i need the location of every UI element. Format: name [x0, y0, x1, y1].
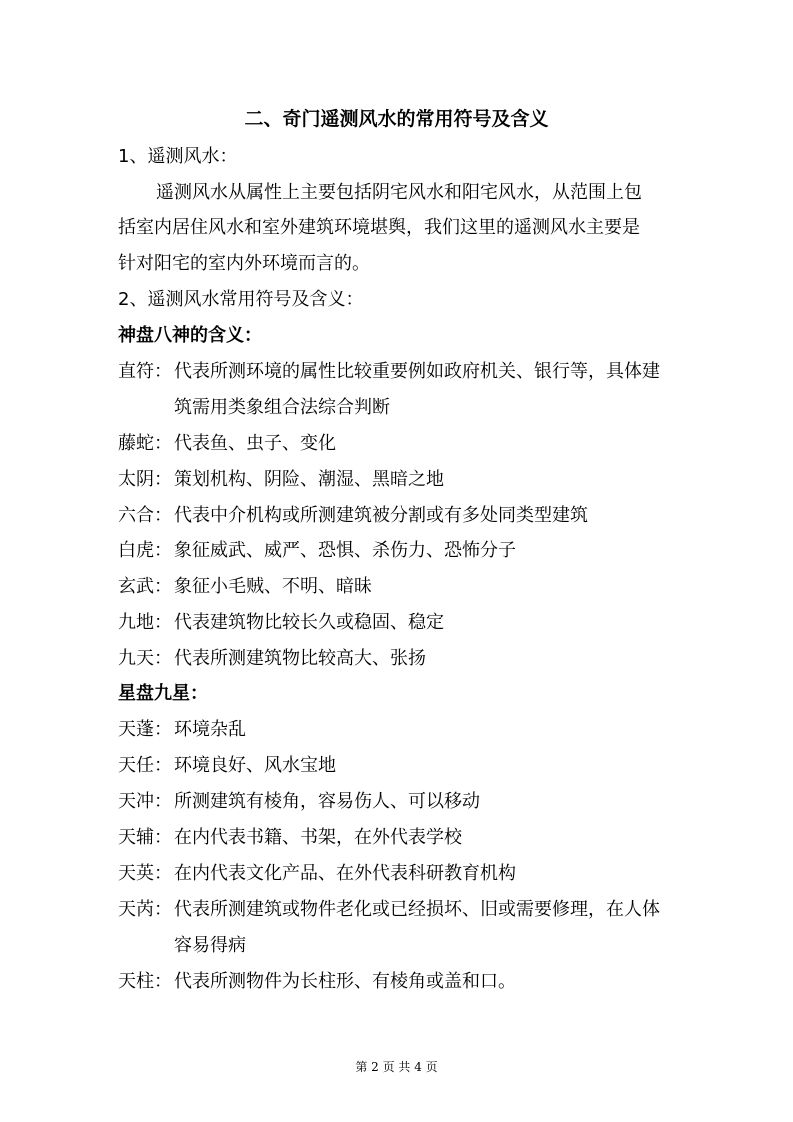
item-description: 象征小毛贼、不明、暗昧: [174, 576, 372, 597]
item-term: 天冲：: [118, 791, 172, 812]
paragraph-line: 括室内居住风水和室外建筑环境堪舆，我们这里的遥测风水主要是: [118, 217, 640, 238]
item-description: 代表所测物件为长柱形、有棱角或盖和口。: [174, 971, 516, 992]
item-description: 环境杂乱: [174, 719, 246, 740]
item-description: 代表建筑物比较长久或稳固、稳定: [174, 612, 444, 633]
item-description: 代表鱼、虫子、变化: [174, 433, 336, 454]
item-description: 在内代表文化产品、在外代表科研教育机构: [174, 863, 516, 884]
item-description: 策划机构、阴险、潮湿、黑暗之地: [174, 469, 444, 490]
paragraph-line: 针对阳宅的室内外环境而言的。: [118, 253, 370, 274]
item-description: 所测建筑有棱角，容易伤人、可以移动: [174, 791, 480, 812]
item-term: 天柱：: [118, 971, 172, 992]
item-term: 九地：: [118, 612, 172, 633]
item-term: 玄武：: [118, 576, 172, 597]
item-term: 直符：: [118, 361, 172, 382]
xing-pan-heading: 星盘九星：: [118, 683, 208, 704]
item-term: 天蓬：: [118, 719, 172, 740]
item-description: 象征威武、威严、恐惧、杀伤力、恐怖分子: [174, 540, 516, 561]
item-term: 藤蛇：: [118, 433, 172, 454]
item-term: 天任：: [118, 755, 172, 776]
item-term: 九天：: [118, 648, 172, 669]
item-description: 环境良好、风水宝地: [174, 755, 336, 776]
item-description: 代表所测环境的属性比较重要例如政府机关、银行等，具体建筑需用类象组合法综合判断: [174, 361, 660, 418]
item-term: 白虎：: [118, 540, 172, 561]
item-description: 代表所测建筑或物件老化或已经损坏、旧或需要修理，在人体容易得病: [174, 899, 660, 956]
item-description: 在内代表书籍、书架，在外代表学校: [174, 827, 462, 848]
item-term: 六合：: [118, 505, 172, 526]
section-heading-1: 1、遥测风水：: [118, 146, 238, 167]
item-description: 代表中介机构或所测建筑被分割或有多处同类型建筑: [174, 505, 588, 526]
item-term: 天芮：: [118, 899, 172, 920]
paragraph-line: 遥测风水从属性上主要包括阴宅风水和阳宅风水，从范围上包: [156, 182, 642, 203]
shen-pan-heading: 神盘八神的含义：: [118, 325, 262, 346]
item-term: 天英：: [118, 863, 172, 884]
section-heading-2: 2、遥测风水常用符号及含义：: [118, 289, 364, 310]
item-term: 天辅：: [118, 827, 172, 848]
item-term: 太阴：: [118, 469, 172, 490]
page-title: 二、奇门遥测风水的常用符号及含义: [244, 108, 549, 130]
page-footer: 第 2 页 共 4 页: [355, 1060, 438, 1074]
item-description: 代表所测建筑物比较高大、张扬: [174, 648, 426, 669]
